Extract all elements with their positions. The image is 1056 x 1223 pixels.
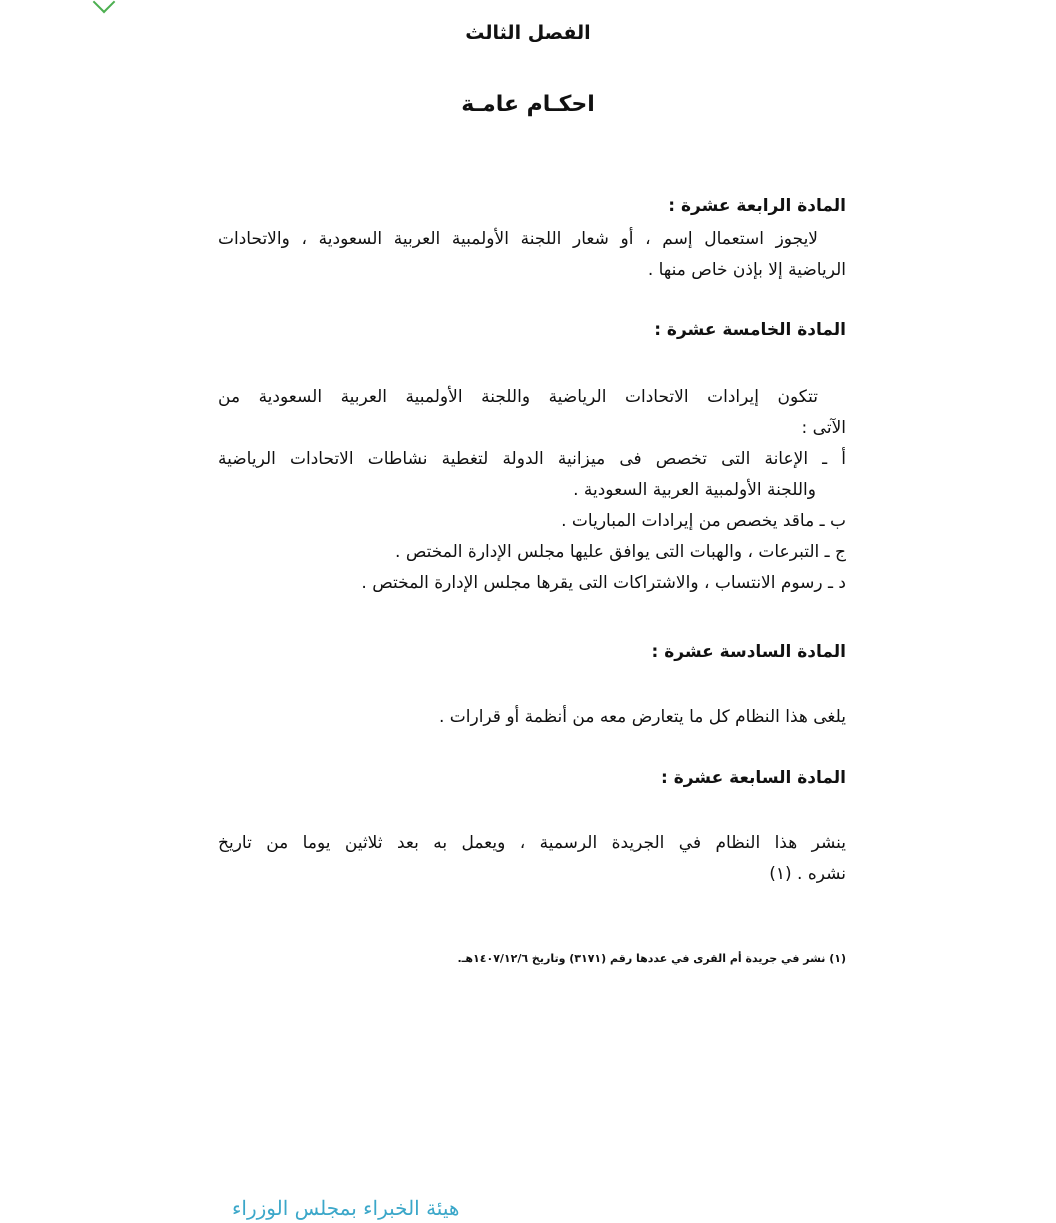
section-title: احكـام عامـة [461, 92, 595, 117]
article-line: يلغى هذا النظام كل ما يتعارض معه من أنظمة أو قرارات . [438, 707, 846, 727]
article-item: واللجنة الأولمبية العربية السعودية . [573, 480, 816, 500]
article-16 [218, 640, 846, 733]
article-heading: المادة السابعة عشرة : [660, 768, 846, 788]
article-15 [218, 318, 846, 599]
article-line: الرياضية إلا بإذن خاص منها . [647, 260, 846, 280]
article-heading: المادة الرابعة عشرة : [668, 196, 846, 216]
article-heading: المادة السادسة عشرة : [651, 642, 846, 662]
article-item: أ ـ الإعانة التى تخصص فى ميزانية الدولة لتغطية نشاطات الاتحادات الرياضية [218, 449, 846, 469]
article-heading: المادة الخامسة عشرة : [654, 320, 846, 340]
article-line: نشره . (١) [769, 864, 846, 884]
watermark-stamp: هيئة الخبراء بمجلس الوزراء [232, 1196, 460, 1220]
article-item: ج ـ التبرعات ، والهبات التى يوافق عليها مجلس الإدارة المختص . [395, 542, 846, 562]
article-item: د ـ رسوم الانتساب ، والاشتراكات التى يقرها مجلس الإدارة المختص . [361, 573, 846, 593]
green-check-icon [93, 0, 116, 13]
footnote: (١) نشر في جريدة أم القرى في عددها رقم (٣١٧١) وتاريخ ١٤٠٧/١٢/٦هـ. [457, 952, 846, 965]
article-line: تتكون إيرادات الاتحادات الرياضية واللجنة الأولمبية العربية السعودية من [218, 387, 818, 407]
article-item: ب ـ ماقد يخصص من إيرادات المباريات . [561, 511, 846, 531]
article-line: ينشر هذا النظام في الجريدة الرسمية ، ويعمل به بعد ثلاثين يوما من تاريخ [218, 833, 846, 853]
article-line: لايجوز استعمال إسم ، أو شعار اللجنة الأولمبية العربية السعودية ، والاتحادات [218, 229, 818, 249]
article-line: الآتى : [801, 418, 846, 438]
article-14 [218, 194, 846, 286]
article-17 [218, 766, 846, 890]
chapter-title: الفصل الثالث [465, 22, 591, 44]
